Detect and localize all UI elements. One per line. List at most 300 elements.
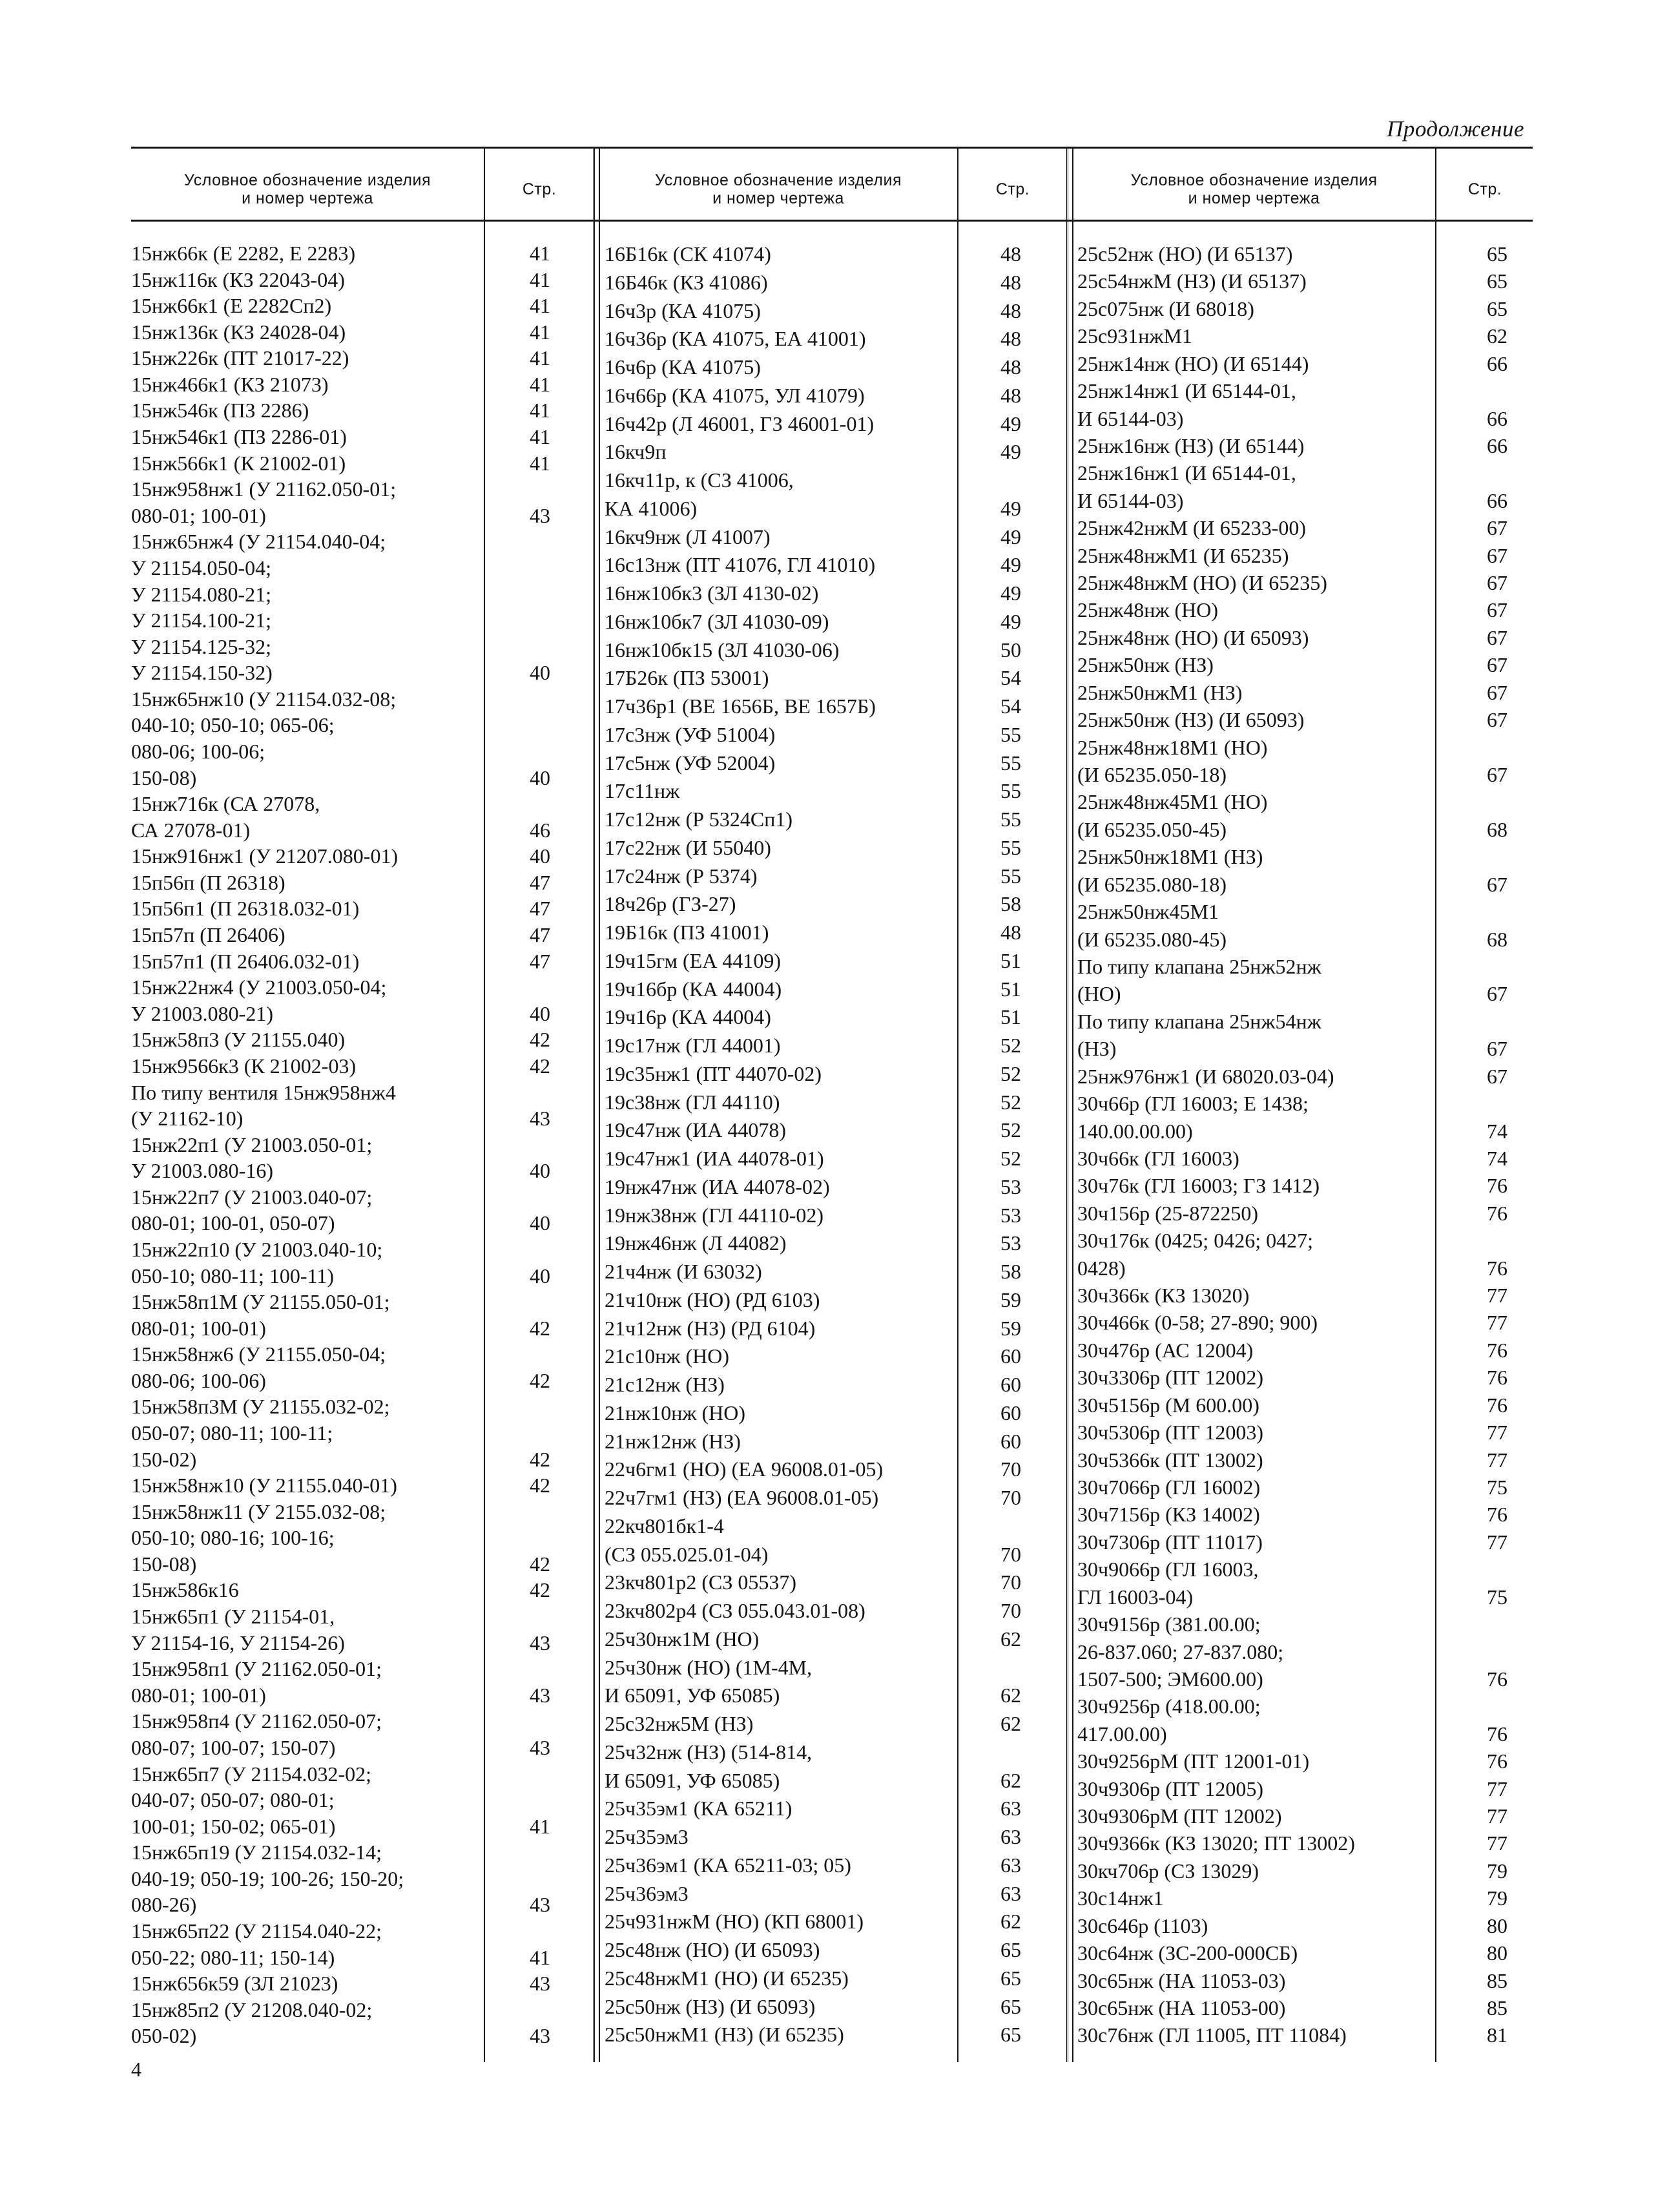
item-designation: 25нж50нжМ1 (НЗ) — [1077, 680, 1243, 704]
item-designation: 30ч5306р (ПТ 12003) — [1077, 1421, 1264, 1445]
item-page: 60 — [1000, 1429, 1021, 1453]
table-row — [1077, 843, 1520, 898]
item-designation: 16кч11р, к (СЗ 41006, КА 41006) — [605, 468, 794, 520]
table-row — [1077, 350, 1520, 377]
table-row — [605, 1315, 1033, 1343]
item-designation: 21с10нж (НО) — [605, 1344, 729, 1368]
item-page: 43 — [530, 1735, 550, 1759]
table-row — [131, 1761, 563, 1840]
item-page: 40 — [530, 661, 550, 685]
item-page: 66 — [1487, 433, 1507, 457]
item-designation: 15нж58нж11 (У 2155.032-08; 050-10; 080-16; 100-16; 150-08) — [131, 1499, 386, 1576]
item-designation: 25ч931нжМ (НО) (КП 68001) — [605, 1910, 864, 1934]
item-designation: 30ч9256р (418.00.00; 417.00.00) — [1077, 1695, 1261, 1746]
item-page: 41 — [530, 1945, 550, 1969]
item-page: 41 — [530, 1814, 550, 1838]
table-row — [605, 1993, 1033, 2021]
item-page: 76 — [1487, 1366, 1507, 1390]
table-row — [1077, 459, 1520, 514]
table-row — [131, 319, 563, 346]
table-row — [1077, 542, 1520, 569]
table-row — [131, 895, 563, 922]
item-page: 47 — [530, 949, 550, 973]
item-designation: 21нж10нж (НО) — [605, 1401, 745, 1424]
item-page: 65 — [1000, 1966, 1021, 1990]
item-page: 77 — [1487, 1448, 1507, 1472]
table-row — [1077, 432, 1520, 459]
item-designation: 22кч801бк1-4 (СЗ 055.025.01-04) — [605, 1514, 769, 1566]
table-row — [605, 523, 1033, 552]
table-row — [131, 267, 563, 293]
item-page: 62 — [1000, 1712, 1021, 1735]
table-row — [605, 1852, 1033, 1880]
item-designation: 19ч15гм (ЕА 44109) — [605, 948, 782, 972]
table-top-rule — [131, 147, 1533, 149]
item-page: 60 — [1000, 1401, 1021, 1424]
item-page: 55 — [1000, 864, 1021, 888]
continuation-label: Продолжение — [1387, 116, 1524, 141]
item-designation: 22ч7гм1 (НЗ) (ЕА 96008.01-05) — [605, 1486, 879, 1509]
item-page: 41 — [530, 242, 550, 265]
item-page: 51 — [1000, 948, 1021, 972]
item-designation: 16ч6р (КА 41075) — [605, 355, 761, 379]
item-designation: 17с11нж — [605, 779, 680, 803]
item-designation: 25с48нж (НО) (И 65093) — [605, 1938, 820, 1961]
item-designation: 25с52нж (НО) (И 65137) — [1077, 242, 1293, 266]
table-row — [605, 438, 1033, 466]
item-designation: 15нж136к (КЗ 24028-04) — [131, 320, 346, 344]
table-row — [605, 1371, 1033, 1399]
item-designation: 30ч5156р (М 600.00) — [1077, 1393, 1259, 1417]
item-designation: 30с76нж (ГЛ 11005, ПТ 11084) — [1077, 2023, 1347, 2047]
table-row — [605, 410, 1033, 439]
item-designation: По типу клапана 25нж54нж (НЗ) — [1077, 1009, 1321, 1061]
table-row — [605, 382, 1033, 410]
table-row — [1077, 1994, 1520, 2021]
item-page: 41 — [530, 267, 550, 291]
item-page: 70 — [1000, 1570, 1021, 1594]
item-designation: 25с075нж (И 68018) — [1077, 297, 1254, 320]
table-row — [605, 1286, 1033, 1315]
item-designation: 30ч66р (ГЛ 16003; Е 1438; 140.00.00.00) — [1077, 1092, 1309, 1143]
table-row — [131, 1499, 563, 1578]
table-row — [605, 1342, 1033, 1371]
item-page: 41 — [530, 425, 550, 449]
item-page: 58 — [1000, 1260, 1021, 1283]
item-page: 48 — [1000, 355, 1021, 379]
item-page: 52 — [1000, 1061, 1021, 1085]
item-designation: 25нж50нж45М1 (И 65235.080-45) — [1077, 900, 1227, 951]
table-row — [605, 1569, 1033, 1597]
item-designation: 15нж916нж1 (У 21207.080-01) — [131, 844, 399, 868]
item-page: 49 — [1000, 609, 1021, 633]
item-page: 49 — [1000, 581, 1021, 605]
table-row — [1077, 596, 1520, 623]
table-row — [1077, 1364, 1520, 1391]
item-designation: 18ч26р (ГЗ-27) — [605, 892, 736, 916]
table-row — [605, 1116, 1033, 1145]
item-designation: 25нж14нж1 (И 65144-01, И 65144-03) — [1077, 379, 1296, 430]
item-page: 77 — [1487, 1421, 1507, 1445]
item-designation: 22ч6гм1 (НО) (ЕА 96008.01-05) — [605, 1457, 884, 1481]
table-row — [131, 1603, 563, 1656]
item-designation: 15п57п1 (П 26406.032-01) — [131, 949, 360, 973]
table-row — [605, 664, 1033, 693]
item-designation: 15нж85п2 (У 21208.040-02; 050-02) — [131, 1998, 373, 2048]
table-row — [131, 1472, 563, 1499]
table-row — [1077, 1884, 1520, 1912]
item-page: 43 — [530, 1893, 550, 1917]
table-row — [1077, 1501, 1520, 1528]
item-page: 66 — [1487, 351, 1507, 375]
table-row — [605, 693, 1033, 721]
table-row — [605, 325, 1033, 353]
item-page: 76 — [1487, 1667, 1507, 1691]
item-designation: 25нж50нж18М1 (НЗ) (И 65235.080-18) — [1077, 845, 1263, 896]
item-page: 51 — [1000, 1005, 1021, 1029]
item-designation: 30ч3306р (ПТ 12002) — [1077, 1366, 1264, 1390]
column-divider-double — [1066, 149, 1073, 2062]
item-page: 74 — [1487, 1146, 1507, 1170]
table-row — [1077, 1611, 1520, 1693]
item-page: 80 — [1487, 1941, 1507, 1965]
item-designation: 15нж65п22 (У 21154.040-22; 050-22; 080-11; 150-14) — [131, 1919, 382, 1969]
item-designation: 25ч30нж1М (НО) — [605, 1627, 760, 1651]
item-page: 66 — [1487, 406, 1507, 430]
table-row — [605, 579, 1033, 608]
table-row — [131, 922, 563, 948]
item-page: 53 — [1000, 1231, 1021, 1255]
item-designation: 16ч42р (Л 46001, ГЗ 46001-01) — [605, 412, 875, 435]
item-designation: 15нж656к59 (ЗЛ 21023) — [131, 1972, 338, 1996]
item-page: 42 — [530, 1474, 550, 1497]
table-row — [1077, 1282, 1520, 1309]
table-row — [605, 1060, 1033, 1089]
table-row — [131, 1080, 563, 1132]
item-page: 70 — [1000, 1486, 1021, 1509]
item-page: 42 — [530, 1447, 550, 1471]
item-designation: 17с5нж (УФ 52004) — [605, 751, 776, 775]
table-row — [1077, 1802, 1520, 1830]
item-designation: 17с3нж (УФ 51004) — [605, 722, 776, 746]
item-page: 67 — [1487, 708, 1507, 732]
item-page: 76 — [1487, 1503, 1507, 1527]
item-page: 59 — [1000, 1316, 1021, 1340]
item-designation: 15нж65нж10 (У 21154.032-08; 040-10; 050-10; 065-06; 080-06; 100-06; 150-08) — [131, 687, 397, 789]
item-designation: 25ч36эм1 (КА 65211-03; 05) — [605, 1853, 851, 1877]
item-page: 68 — [1487, 927, 1507, 951]
item-designation: 16нж10бк15 (ЗЛ 41030-06) — [605, 638, 840, 662]
item-page: 40 — [530, 1211, 550, 1235]
table-row — [1077, 1145, 1520, 1172]
table-row — [131, 528, 563, 685]
item-designation: 17Б26к (ПЗ 53001) — [605, 666, 769, 690]
item-designation: 15нж466к1 (КЗ 21073) — [131, 372, 329, 396]
item-page: 41 — [530, 320, 550, 344]
item-designation: 25нж48нжМ1 (И 65235) — [1077, 543, 1289, 567]
table-row — [1077, 1063, 1520, 1090]
item-page: 65 — [1000, 1938, 1021, 1961]
item-page: 40 — [530, 1001, 550, 1025]
item-page: 75 — [1487, 1475, 1507, 1499]
item-designation: 30кч706р (СЗ 13029) — [1077, 1859, 1259, 1883]
item-page: 75 — [1487, 1585, 1507, 1609]
item-page: 60 — [1000, 1344, 1021, 1368]
item-designation: 21нж12нж (НЗ) — [605, 1429, 741, 1453]
item-page: 63 — [1000, 1797, 1021, 1821]
item-page: 49 — [1000, 525, 1021, 548]
table-row — [1077, 240, 1520, 267]
item-designation: 25с48нжМ1 (НО) (И 65235) — [605, 1966, 849, 1990]
table-row — [605, 1625, 1033, 1654]
item-designation: 25с54нжМ (НЗ) (И 65137) — [1077, 269, 1307, 293]
item-page: 77 — [1487, 1284, 1507, 1308]
table-row — [605, 834, 1033, 862]
item-page: 51 — [1000, 977, 1021, 1001]
item-designation: 15нж65п19 (У 21154.032-14; 040-19; 050-19; 100-26; 150-20; 080-26) — [131, 1841, 404, 1917]
item-designation: 16кч9п — [605, 440, 667, 464]
item-designation: 25нж48нж (НО) (И 65093) — [1077, 625, 1309, 649]
header-page: Стр. — [995, 180, 1030, 198]
item-designation: 30с65нж (НА 11053-00) — [1077, 1996, 1286, 2019]
item-designation: 15нж66к1 (Е 2282Сп2) — [131, 294, 332, 318]
item-designation: 15нж65нж4 (У 21154.040-04; У 21154.050-04; У 21154.080-21; У 21154.100-21; У 21154.125-32; У 21154.150-32) — [131, 530, 386, 685]
item-page: 48 — [1000, 270, 1021, 294]
item-page: 65 — [1487, 297, 1507, 320]
item-designation: 25нж48нж (НО) — [1077, 598, 1218, 622]
table-row — [605, 2021, 1033, 2049]
table-row — [605, 806, 1033, 834]
item-page: 49 — [1000, 440, 1021, 464]
item-designation: 30с64нж (ЗС-200-000СБ) — [1077, 1941, 1298, 1965]
item-page: 48 — [1000, 921, 1021, 944]
item-designation: 15нж66к (Е 2282, Е 2283) — [131, 242, 356, 265]
table-row — [131, 843, 563, 870]
table-row — [605, 1229, 1033, 1258]
table-row — [605, 297, 1033, 326]
table-row — [605, 1089, 1033, 1117]
item-designation: 15нж716к (СА 27078, СА 27078-01) — [131, 792, 320, 842]
item-page: 76 — [1487, 1749, 1507, 1773]
item-page: 63 — [1000, 1825, 1021, 1848]
item-page: 40 — [530, 766, 550, 789]
item-designation: 30ч76к (ГЛ 16003; ГЗ 1412) — [1077, 1174, 1320, 1198]
table-row — [605, 1258, 1033, 1286]
table-row — [605, 1032, 1033, 1060]
item-designation: 25ч35эм1 (КА 65211) — [605, 1797, 792, 1821]
item-page: 49 — [1000, 412, 1021, 435]
item-designation: 15нж116к (КЗ 22043-04) — [131, 267, 345, 291]
item-page: 76 — [1487, 1338, 1507, 1362]
item-designation: 16кч9нж (Л 41007) — [605, 525, 771, 548]
item-designation: 15нж58п3 (У 21155.040) — [131, 1028, 346, 1052]
item-page: 52 — [1000, 1147, 1021, 1170]
table-row — [131, 450, 563, 477]
item-designation: 15нж65п1 (У 21154-01, У 21154-16, У 21154-26) — [131, 1605, 345, 1654]
table-column-2 — [605, 240, 1033, 2049]
table-row — [131, 345, 563, 371]
table-row — [131, 686, 563, 791]
item-designation: 19нж46нж (Л 44082) — [605, 1231, 787, 1255]
item-designation: 15нж566к1 (К 21002-01) — [131, 451, 346, 475]
table-row — [131, 1341, 563, 1393]
item-designation: 25ч30нж (НО) (1М-4М, И 65091, УФ 65085) — [605, 1655, 813, 1707]
item-designation: 19с35нж1 (ПТ 44070-02) — [605, 1061, 822, 1085]
item-designation: 25нж16нж (НЗ) (И 65144) — [1077, 433, 1305, 457]
item-page: 70 — [1000, 1542, 1021, 1566]
item-designation: 19с17нж (ГЛ 44001) — [605, 1034, 781, 1057]
item-designation: 15нж65п7 (У 21154.032-02; 040-07; 050-07; 080-01; 100-01; 150-02; 065-01) — [131, 1762, 372, 1838]
item-page: 85 — [1487, 1996, 1507, 2019]
table-row — [1077, 1227, 1520, 1282]
item-page: 80 — [1487, 1914, 1507, 1937]
table-row — [605, 777, 1033, 806]
item-page: 48 — [1000, 383, 1021, 407]
table-row — [1077, 734, 1520, 789]
item-designation: 21ч4нж (И 63032) — [605, 1260, 762, 1283]
item-designation: 21ч10нж (НО) (РД 6103) — [605, 1288, 820, 1311]
item-page: 54 — [1000, 694, 1021, 718]
table-row — [1077, 1939, 1520, 1967]
table-row — [131, 424, 563, 450]
table-row — [1077, 953, 1520, 1008]
item-page: 52 — [1000, 1090, 1021, 1114]
table-row — [1077, 1392, 1520, 1419]
item-designation: 25с50нж (НЗ) (И 65093) — [605, 1994, 816, 2018]
item-page: 62 — [1487, 324, 1507, 348]
item-designation: 30с65нж (НА 11053-03) — [1077, 1968, 1286, 1992]
table-row — [605, 721, 1033, 749]
table-row — [1077, 706, 1520, 733]
table-row — [1077, 1967, 1520, 1994]
item-page: 63 — [1000, 1853, 1021, 1877]
item-designation: 30ч9066р (ГЛ 16003, ГЛ 16003-04) — [1077, 1558, 1259, 1609]
item-page: 40 — [530, 1159, 550, 1183]
table-row — [605, 862, 1033, 891]
item-page: 62 — [1000, 1910, 1021, 1934]
item-page: 47 — [530, 870, 550, 894]
item-designation: 30ч156р (25-872250) — [1077, 1201, 1259, 1225]
table-row — [605, 1795, 1033, 1823]
item-page: 67 — [1487, 543, 1507, 567]
table-row — [605, 919, 1033, 947]
header-page: Стр. — [1467, 180, 1502, 198]
item-page: 77 — [1487, 1311, 1507, 1335]
item-designation: 25ч36эм3 — [605, 1881, 689, 1905]
table-row — [131, 1708, 563, 1760]
item-page: 79 — [1487, 1886, 1507, 1910]
table-row — [605, 466, 1033, 523]
table-row — [1077, 651, 1520, 678]
item-designation: 25с32нж5М (НЗ) — [605, 1712, 754, 1735]
table-row — [605, 749, 1033, 778]
item-designation: 30ч5366к (ПТ 13002) — [1077, 1448, 1263, 1472]
item-page: 48 — [1000, 298, 1021, 322]
table-row — [605, 608, 1033, 636]
item-designation: 25с931нжМ1 — [1077, 324, 1192, 348]
table-row — [131, 1918, 563, 1970]
table-row — [131, 1393, 563, 1472]
item-page: 66 — [1487, 488, 1507, 512]
item-designation: 15нж58нж10 (У 21155.040-01) — [131, 1474, 397, 1497]
item-designation: 15нж58п1М (У 21155.050-01; 080-01; 100-01) — [131, 1290, 390, 1340]
item-designation: 19с47нж1 (ИА 44078-01) — [605, 1147, 824, 1170]
item-designation: 30ч7306р (ПТ 11017) — [1077, 1530, 1263, 1554]
item-page: 48 — [1000, 327, 1021, 351]
table-row — [131, 476, 563, 528]
item-page: 65 — [1487, 242, 1507, 266]
item-designation: 25нж48нж18М1 (НО) (И 65235.050-18) — [1077, 735, 1268, 787]
item-page: 76 — [1487, 1201, 1507, 1225]
table-row — [1077, 1693, 1520, 1748]
item-designation: 15нж22п7 (У 21003.040-07; 080-01; 100-01, 050-07) — [131, 1185, 373, 1235]
header-page: Стр. — [522, 180, 557, 198]
item-page: 70 — [1000, 1599, 1021, 1622]
item-page: 65 — [1000, 1994, 1021, 2018]
table-row — [1077, 569, 1520, 596]
item-designation: 15нж58п3М (У 21155.032-02; 050-07; 080-11; 100-11; 150-02) — [131, 1395, 390, 1471]
item-designation: 23кч801р2 (СЗ 05537) — [605, 1570, 797, 1594]
item-page: 67 — [1487, 872, 1507, 896]
item-page: 67 — [1487, 982, 1507, 1006]
item-designation: 30ч176к (0425; 0426; 0427; 0428) — [1077, 1229, 1313, 1280]
item-page: 47 — [530, 923, 550, 947]
header-designation: Условное обозначение изделия и номер чертежа — [1130, 171, 1378, 207]
item-designation: 16ч66р (КА 41075, УЛ 41079) — [605, 383, 865, 407]
item-page: 77 — [1487, 1831, 1507, 1855]
table-row — [1077, 1474, 1520, 1501]
item-designation: 17с22нж (И 55040) — [605, 835, 771, 859]
item-page: 41 — [530, 399, 550, 423]
item-designation: 25с50нжМ1 (НЗ) (И 65235) — [605, 2023, 844, 2047]
table-row — [605, 890, 1033, 919]
table-row — [605, 269, 1033, 297]
item-designation: 25нж50нж (НЗ) (И 65093) — [1077, 708, 1305, 732]
table-row — [131, 870, 563, 896]
item-page: 67 — [1487, 598, 1507, 622]
item-page: 43 — [530, 1972, 550, 1996]
item-designation: 15нж9566к3 (К 21002-03) — [131, 1054, 357, 1078]
table-row — [1077, 1529, 1520, 1556]
item-page: 41 — [530, 451, 550, 475]
item-page: 55 — [1000, 751, 1021, 775]
table-row — [1077, 1912, 1520, 1939]
item-designation: 15нж22п1 (У 21003.050-01; У 21003.080-16) — [131, 1132, 373, 1183]
item-designation: 15нж586к16 — [131, 1578, 239, 1602]
item-page: 76 — [1487, 1722, 1507, 1746]
item-designation: 15нж958п1 (У 21162.050-01; 080-01; 100-01) — [131, 1657, 382, 1707]
item-designation: 15нж58нж6 (У 21155.050-04; 080-06; 100-06) — [131, 1342, 386, 1392]
item-designation: 30ч9306рМ (ПТ 12002) — [1077, 1804, 1282, 1828]
table-row — [1077, 295, 1520, 322]
table-row — [605, 1823, 1033, 1852]
table-row — [605, 976, 1033, 1004]
item-designation: 15нж958нж1 (У 21162.050-01; 080-01; 100-01) — [131, 477, 397, 527]
item-designation: 30ч7066р (ГЛ 16002) — [1077, 1475, 1261, 1499]
table-row — [605, 551, 1033, 579]
table-row — [605, 947, 1033, 976]
table-row — [131, 1577, 563, 1603]
item-designation: 30ч466к (0-58; 27-890; 900) — [1077, 1311, 1318, 1335]
item-designation: 15нж546к1 (ПЗ 2286-01) — [131, 425, 347, 449]
table-row — [605, 1710, 1033, 1738]
item-designation: 19нж47нж (ИА 44078-02) — [605, 1174, 830, 1198]
table-row — [1077, 1419, 1520, 1446]
item-designation: 17с24нж (Р 5374) — [605, 864, 758, 888]
item-designation: 25нж14нж (НО) (И 65144) — [1077, 351, 1309, 375]
item-page: 67 — [1487, 1037, 1507, 1061]
item-page: 43 — [530, 1107, 550, 1131]
